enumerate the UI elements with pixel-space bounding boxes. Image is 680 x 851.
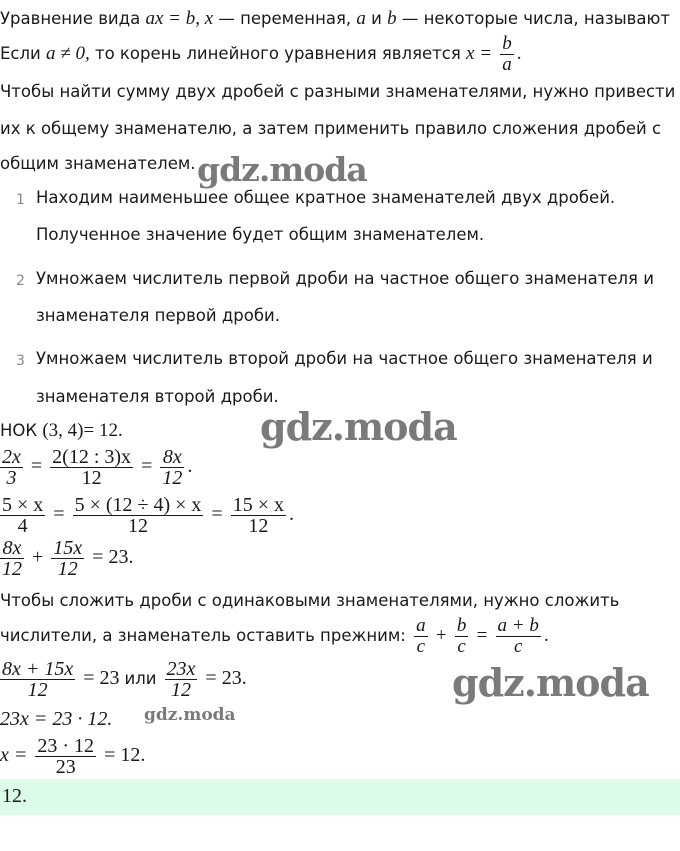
equation-1: $\frac{2x}{3}$ = $\frac{2(12 : 3)x}{12}$ = $\frac{8x}{12}$ . (2, 446, 193, 489)
answer-value: 12. (2, 785, 27, 807)
rule-line-1: Чтобы сложить дроби с одинаковыми знаменателями, нужно сложить (0, 591, 620, 610)
watermark: gdz.moda (260, 404, 457, 449)
nok-line: НОК (3, 4)= 12. (0, 420, 123, 441)
step-marker-2: 2 (16, 273, 25, 289)
step-1-line-1: Находим наименьшее общее кратное знаменателей двух дробей. (36, 188, 616, 207)
rule-line-2: числители, а знаменатель оставить прежним: $\frac{a}{c}$ + $\frac{b}{c}$ = $\frac{a + b}{c}$ . (0, 615, 549, 657)
intro-line-3: Чтобы найти сумму двух дробей с разными знаменателями, нужно привести (0, 82, 676, 101)
answer-box (0, 779, 680, 815)
step-marker-3: 3 (16, 353, 25, 369)
step-1-line-2: Полученное значение будет общим знаменателем. (36, 225, 485, 244)
watermark: gdz.moda (144, 705, 236, 725)
fraction-b-over-a: $\frac{b}{a}$ (502, 33, 512, 75)
equation-6: x = $\frac{23 \cdot 12}{23}$ = 12. (0, 735, 146, 778)
watermark: gdz.moda (452, 660, 649, 705)
step-2-line-2: знаменателя первой дроби. (36, 306, 280, 325)
watermark: gdz.moda (197, 150, 367, 189)
intro-line-2: Если a ≠ 0, то корень линейного уравнения является x = $\frac{b}{a}$ . (0, 33, 522, 75)
equation-4: $\frac{8x + 15x}{12}$ = 23 или $\frac{23x}{12}$ = 23. (2, 658, 247, 701)
equation-5: 23x = 23 · 12. (0, 708, 113, 730)
intro-line-4: их к общему знаменателю, а затем применить правило сложения дробей с (0, 119, 662, 138)
equation-3: $\frac{8x}{12}$ + $\frac{15x}{12}$ = 23. (2, 537, 134, 580)
step-marker-1: 1 (16, 192, 25, 208)
intro-line-5: общим знаменателем. (0, 154, 196, 173)
step-3-line-1: Умножаем числитель второй дроби на частное общего знаменателя и (36, 349, 653, 368)
equation-2: $\frac{5 \times x}{4}$ = $\frac{5 \times (12 \div 4) \times x}{12}$ = $\frac{15 \times x}{12}$ . (2, 494, 294, 537)
step-2-line-1: Умножаем числитель первой дроби на частное общего знаменателя и (36, 269, 654, 288)
intro-line-1: Уравнение вида ax = b, x — переменная, a и b — некоторые числа, называют (0, 8, 670, 29)
step-3-line-2: знаменателя второй дроби. (36, 387, 279, 406)
